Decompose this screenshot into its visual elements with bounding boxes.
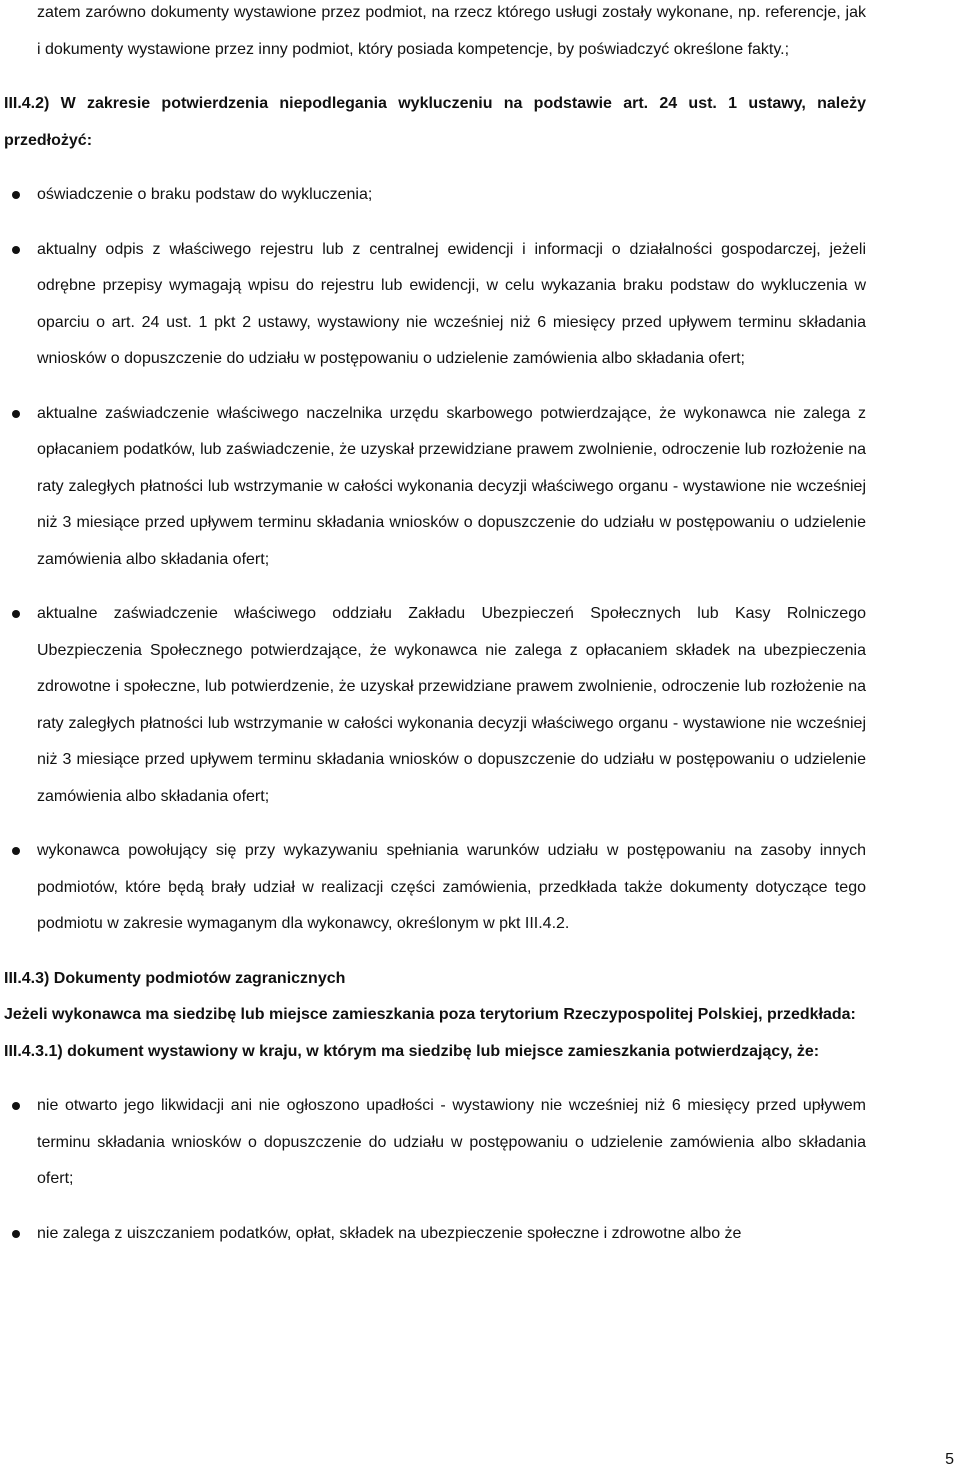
section-heading-4-2: III.4.2) W zakresie potwierdzenia niepodlegania wykluczeniu na podstawie art. 24 ust. 1 ustawy, należy przedłożyć: — [4, 95, 866, 149]
list-item — [4, 396, 866, 579]
section-subheading-4-3: Jeżeli wykonawca ma siedzibę lub miejsce zamieszkania poza terytorium Rzeczypospolitej Polskiej, przedkłada: — [4, 1006, 856, 1023]
bullet-icon — [12, 847, 20, 855]
section-heading-4-3-1: III.4.3.1) dokument wystawiony w kraju, w którym ma siedzibę lub miejsce zamieszkania potwierdzający, że: — [4, 1042, 820, 1060]
bullet-icon — [12, 1102, 20, 1110]
list-item — [4, 1088, 866, 1198]
list-item-text: oświadczenie o braku podstaw do wykluczenia; — [37, 186, 373, 203]
list-item-text: aktualne zaświadczenie właściwego naczelnika urzędu skarbowego potwierdzające, że wykonawca nie zalega z opłacaniem podatków, lub zaświadczenie, że uzyskał przewidziane prawem zwolnienie, odroczenie lub rozłożenie na raty zaległych płatności lub wstrzymanie w całości wykonania decyzji właściwego organu - wystawione nie wcześniej niż 3 miesiące przed upływem terminu składania wniosków o dopuszczenie do udziału w postępowaniu o udzielenie zamówienia albo składania ofert; — [37, 404, 866, 568]
list-item — [4, 833, 866, 943]
list-item-text: nie otwarto jego likwidacji ani nie ogłoszono upadłości - wystawiony nie wcześniej niż 6 miesięcy przed upływem terminu składania wniosków o dopuszczenie do udziału w postępowaniu o udzielenie zamówienia albo składania ofert; — [37, 1097, 866, 1187]
section-4-2-list — [4, 177, 866, 943]
bullet-icon — [12, 1230, 20, 1238]
list-item-text: nie zalega z uiszczaniem podatków, opłat, składek na ubezpieczenie społeczne i zdrowotne albo że — [37, 1224, 742, 1242]
bullet-icon — [12, 191, 20, 199]
intro-paragraph: zatem zarówno dokumenty wystawione przez podmiot, na rzecz którego usługi zostały wykonane, np. referencje, jak i dokumenty wystawione przez inny podmiot, który posiada kompetencje, by poświadczyć określone fakty.; — [37, 4, 866, 58]
list-item — [4, 596, 866, 815]
bullet-icon — [12, 610, 20, 618]
list-item-text: wykonawca powołujący się przy wykazywaniu spełniania warunków udziału w postępowaniu na zasoby innych podmiotów, które będą brały udział w realizacji części zamówienia, przedkłada także dokumenty dotyczące tego podmiotu w zakresie wymaganym dla wykonawcy, określonym w pkt III.4.2. — [37, 842, 866, 932]
list-item-text: aktualne zaświadczenie właściwego oddziału Zakładu Ubezpieczeń Społecznych lub Kasy Rolniczego Ubezpieczenia Społecznego potwierdzające, że wykonawca nie zalega z opłacaniem składek na ubezpieczenia zdrowotne i społeczne, lub potwierdzenie, że uzyskał przewidziane prawem zwolnienie, odroczenie lub rozłożenie na raty zaległych płatności lub wstrzymanie w całości wykonania decyzji właściwego organu - wystawione nie wcześniej niż 3 miesiące przed upływem terminu składania wniosków o dopuszczenie do udziału w postępowaniu o udzielenie zamówienia albo składania ofert; — [37, 605, 866, 805]
bullet-icon — [12, 246, 20, 254]
section-4-3-1-list — [4, 1088, 866, 1252]
section-heading-4-3: III.4.3) Dokumenty podmiotów zagranicznych — [4, 969, 346, 987]
bullet-icon — [12, 410, 20, 418]
list-item-text: aktualny odpis z właściwego rejestru lub z centralnej ewidencji i informacji o działalności gospodarczej, jeżeli odrębne przepisy wymagają wpisu do rejestru lub ewidencji, w celu wykazania braku podstaw do wykluczenia w oparciu o art. 24 ust. 1 pkt 2 ustawy, wystawiony nie wcześniej niż 6 miesięcy przed upływem terminu składania wniosków o dopuszczenie do udziału w postępowaniu o udzielenie zamówienia albo składania ofert; — [37, 240, 866, 367]
list-item — [4, 1216, 866, 1253]
document-content — [4, 0, 866, 1252]
page-number: 5 — [945, 1451, 954, 1468]
list-item — [4, 177, 866, 214]
list-item — [4, 232, 866, 378]
